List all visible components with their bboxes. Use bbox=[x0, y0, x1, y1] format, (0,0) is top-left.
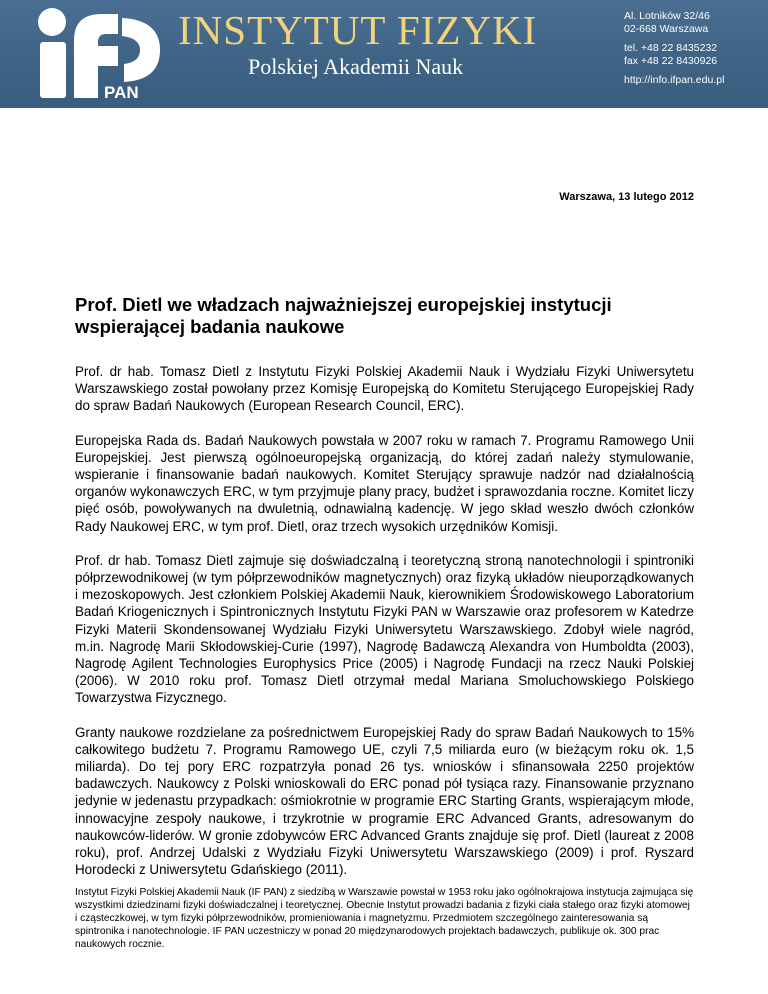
logo-pan-text: PAN bbox=[104, 83, 139, 102]
paragraph-erc-council: Europejska Rada ds. Badań Naukowych powstała w 2007 roku w ramach 7. Programu Ramowego Unii Europejskiej. Jest pierwszą ogólnoeuropejską organizacją, do której zadań należy stymulowanie, wspieranie i finansowanie badań naukowych. Komitet Sterujący sprawuje nadzór nad działalnością organów wykonawczych ERC, w tym przyjmuje plany pracy, budżet i sprawozdania roczne. Komitet liczy pięć osób, powoływanych na dwuletnią, odnawialną kadencję. W jego skład weszło dwóch członków Rady Naukowej ERC, w tym prof. Dietl, oraz trzech wysokich urzędników Komisji. bbox=[75, 432, 694, 534]
logo-dot bbox=[38, 8, 66, 36]
paragraph-grants: Granty naukowe rozdzielane za pośrednictwem Europejskiej Rady do spraw Badań Naukowych to 15% całkowitego budżetu 7. Programu Ramowego UE, czyli 7,5 miliarda euro (w bieżącym roku ok. 1,5 miliarda). Do tej pory ERC rozpatrzyła ponad 26 tys. wniosków i sfinansowała 2250 projektów badawczych. Naukowcy z Polski wnioskowali do ERC ponad pół tysiąca razy. Finansowanie przyznano jedynie w jedenastu przypadkach: ośmiokrotnie w programie ERC Starting Grants, wspierającym młode, innowacyjne zespoły naukowe, i trzykrotnie w programie ERC Advanced Grants, adresowanym do naukowców-liderów. W gronie zdobywców ERC Advanced Grants znajduje się prof. Dietl (laureat z 2008 roku), prof. Andrzej Udalski z Wydziału Fizyki Uniwersytetu Warszawskiego (2009) i prof. Ryszard Horodecki z Uniwersytetu Gdańskiego (2011). bbox=[75, 724, 694, 878]
fax-number: fax +48 22 8430926 bbox=[624, 55, 718, 67]
article-body bbox=[75, 363, 694, 951]
logo-i-stem bbox=[40, 42, 66, 98]
website-link[interactable]: http://info.ifpan.edu.pl bbox=[624, 74, 725, 86]
logo-p-bowl bbox=[122, 18, 160, 82]
institute-title: INSTYTUT FIZYKI bbox=[178, 7, 538, 53]
ifpan-logo bbox=[14, 6, 164, 102]
headline bbox=[75, 294, 695, 338]
paragraph-biography: Prof. dr hab. Tomasz Dietl zajmuje się doświadczalną i teoretyczną stroną nanotechnologii i spintroniki półprzewodnikowej (w tym półprzewodników magnetycznych) oraz fizyką układów nieuporządkowanych i mezoskopowych. Jest członkiem Polskiej Akademii Nauk, kierownikiem Środowiskowego Laboratorium Badań Kriogenicznych i Spintronicznych Instytutu Fizyki PAN w Warszawie oraz profesorem w Katedrze Fizyki Materii Skondensowanej Wydziału Fizyki Uniwersytetu Warszawskiego. Zdobył wiele nagród, m.in. Nagrodę Marii Skłodowskiej-Curie (1997), Nagrodę Badawczą Alexandra von Humboldta (2003), Nagrodę Agilent Technologies Europhysics Price (2005) i Nagrodę Fundacji na rzecz Nauki Polskiej (2006). W 2010 roku prof. Tomasz Dietl otrzymał medal Mariana Smoluchowskiego Polskiego Towarzystwa Fizycznego. bbox=[75, 552, 694, 706]
letterhead-banner bbox=[0, 0, 768, 108]
contact-block bbox=[624, 10, 764, 87]
phone-number: tel. +48 22 8435232 bbox=[624, 42, 718, 54]
paragraph-appointment: Prof. dr hab. Tomasz Dietl z Instytutu Fizyki Polskiej Akademii Nauk i Wydziału Fizyki Uniwersytetu Warszawskiego został powołany przez Komisję Europejską do Komitetu Sterującego Europejskiej Rady do spraw Badań Naukowych (European Research Council, ERC). bbox=[75, 364, 694, 414]
headline-line-2: wspierającej badania naukowe bbox=[75, 316, 345, 337]
headline-line-1: Prof. Dietl we władzach najważniejszej europejskiej instytucji bbox=[75, 294, 612, 315]
address-line-2: 02-668 Warszawa bbox=[624, 23, 709, 35]
institute-footnote: Instytut Fizyki Polskiej Akademii Nauk (IF PAN) z siedzibą w Warszawie powstał w 1953 roku jako ogólnokrajowa instytucja zajmująca się wszystkimi dziedzinami fizyki doświadczalnej i teoretycznej. Obecnie Instytut prowadzi badania z fizyki ciała stałego oraz fizyki atomowej i cząsteczkowej, w tym fizyki półprzewodników, promieniowania i magnetyzmu. Przedmiotem szczególnego zainteresowania są spintronika i nanotechnologie. IF PAN uczestniczy w ponad 20 międzynarodowych projektach badawczych, publikuje ok. 300 prac naukowych rocznie. bbox=[75, 887, 694, 950]
document-date: Warszawa, 13 lutego 2012 bbox=[559, 191, 694, 203]
institute-subtitle: Polskiej Akademii Nauk bbox=[248, 54, 464, 79]
address-line-1: Al. Lotników 32/46 bbox=[624, 10, 710, 22]
